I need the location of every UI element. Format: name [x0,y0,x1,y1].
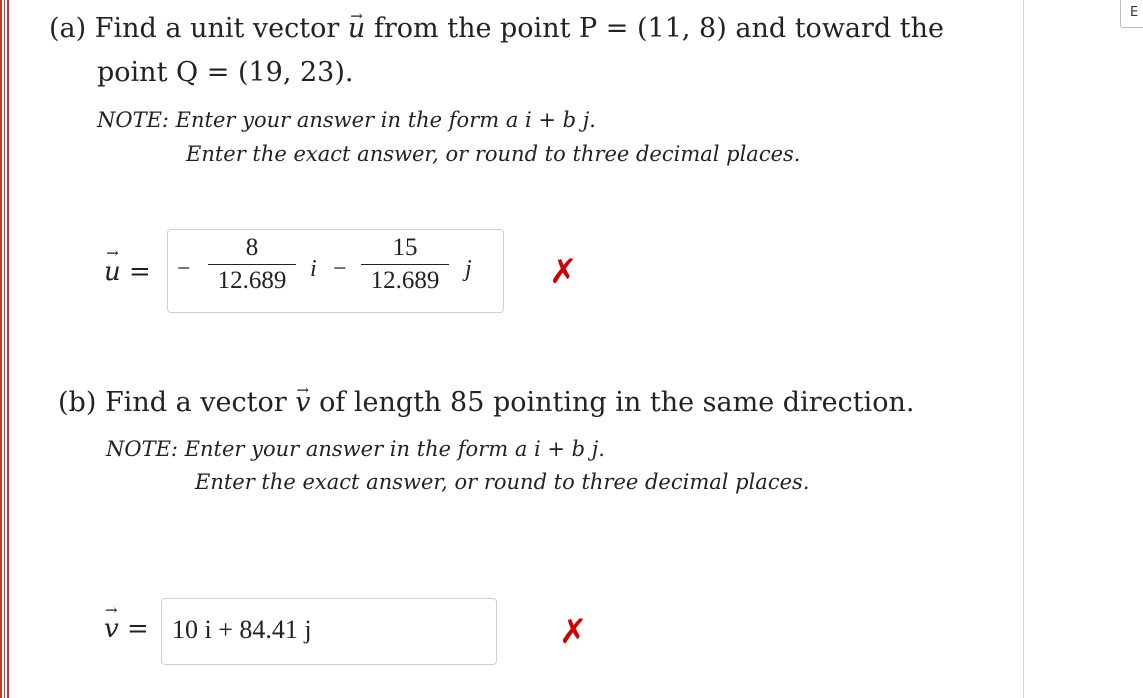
part-a-label: (a) [49,13,87,44]
part-a-prompt-1: Find a unit vector [94,13,340,44]
part-b-answer-value: 10 i + 84.41 j [172,615,312,644]
part-a-question-line-1 [49,9,944,49]
part-b-note-1: NOTE: Enter your answer in the form a i + b j. [106,437,605,461]
part-b-prompt-1: Find a vector [104,387,287,418]
part-b-label: (b) [58,387,97,418]
part-b-incorrect-icon: ✗ [559,612,588,652]
part-a-answer-label: u → = [104,257,151,287]
part-a-unit-i: i [310,256,317,282]
part-b-question [58,383,914,423]
part-a-minus-operator: − [333,256,347,282]
part-a-incorrect-icon: ✗ [549,252,578,292]
part-a-answer-vector: u → [104,257,121,287]
part-b-answer-vector: v → [104,614,119,644]
part-b-answer-label: v → = [104,614,149,644]
part-a-fraction-2-bar [361,264,449,265]
part-a-question-line-2 [97,53,353,93]
part-a-prompt-3: and toward the [735,13,945,44]
part-a-fraction-2-denominator: 12.689 [370,267,440,294]
part-a-fraction-2 [361,234,449,295]
part-a-answer-field[interactable] [167,229,504,313]
part-a-fraction-1-bar [208,264,296,265]
part-a-leading-minus: − [177,256,191,282]
part-b-answer-field[interactable] [161,598,497,665]
part-a-note-2: Enter the exact answer, or round to three decimal places. [186,142,801,166]
part-b-prompt-2: of length 85 pointing in the same direction. [319,387,915,418]
part-a-prompt-4: point [97,57,168,88]
corner-menu-button[interactable] [1120,0,1143,28]
part-b-vector-v: v → [295,383,310,423]
part-a-unit-j: j [465,256,472,282]
part-a-fraction-2-numerator: 15 [392,234,418,261]
part-a-fraction-1-numerator: 8 [245,234,259,261]
left-border-decoration [0,0,9,698]
part-a-fraction-1-denominator: 12.689 [217,267,287,294]
part-b-note-2: Enter the exact answer, or round to three decimal places. [195,470,810,494]
right-divider [1023,0,1024,698]
part-a-fraction-1 [208,234,296,295]
part-a-point-p: P = (11, 8) [579,13,727,44]
part-a-note-1: NOTE: Enter your answer in the form a i + b j. [97,108,596,132]
part-a-vector-u: u → [348,9,365,49]
part-a-point-q: Q = (19, 23). [176,57,354,88]
corner-menu-label: E [1130,5,1139,20]
part-a-prompt-2: from the point [373,13,571,44]
